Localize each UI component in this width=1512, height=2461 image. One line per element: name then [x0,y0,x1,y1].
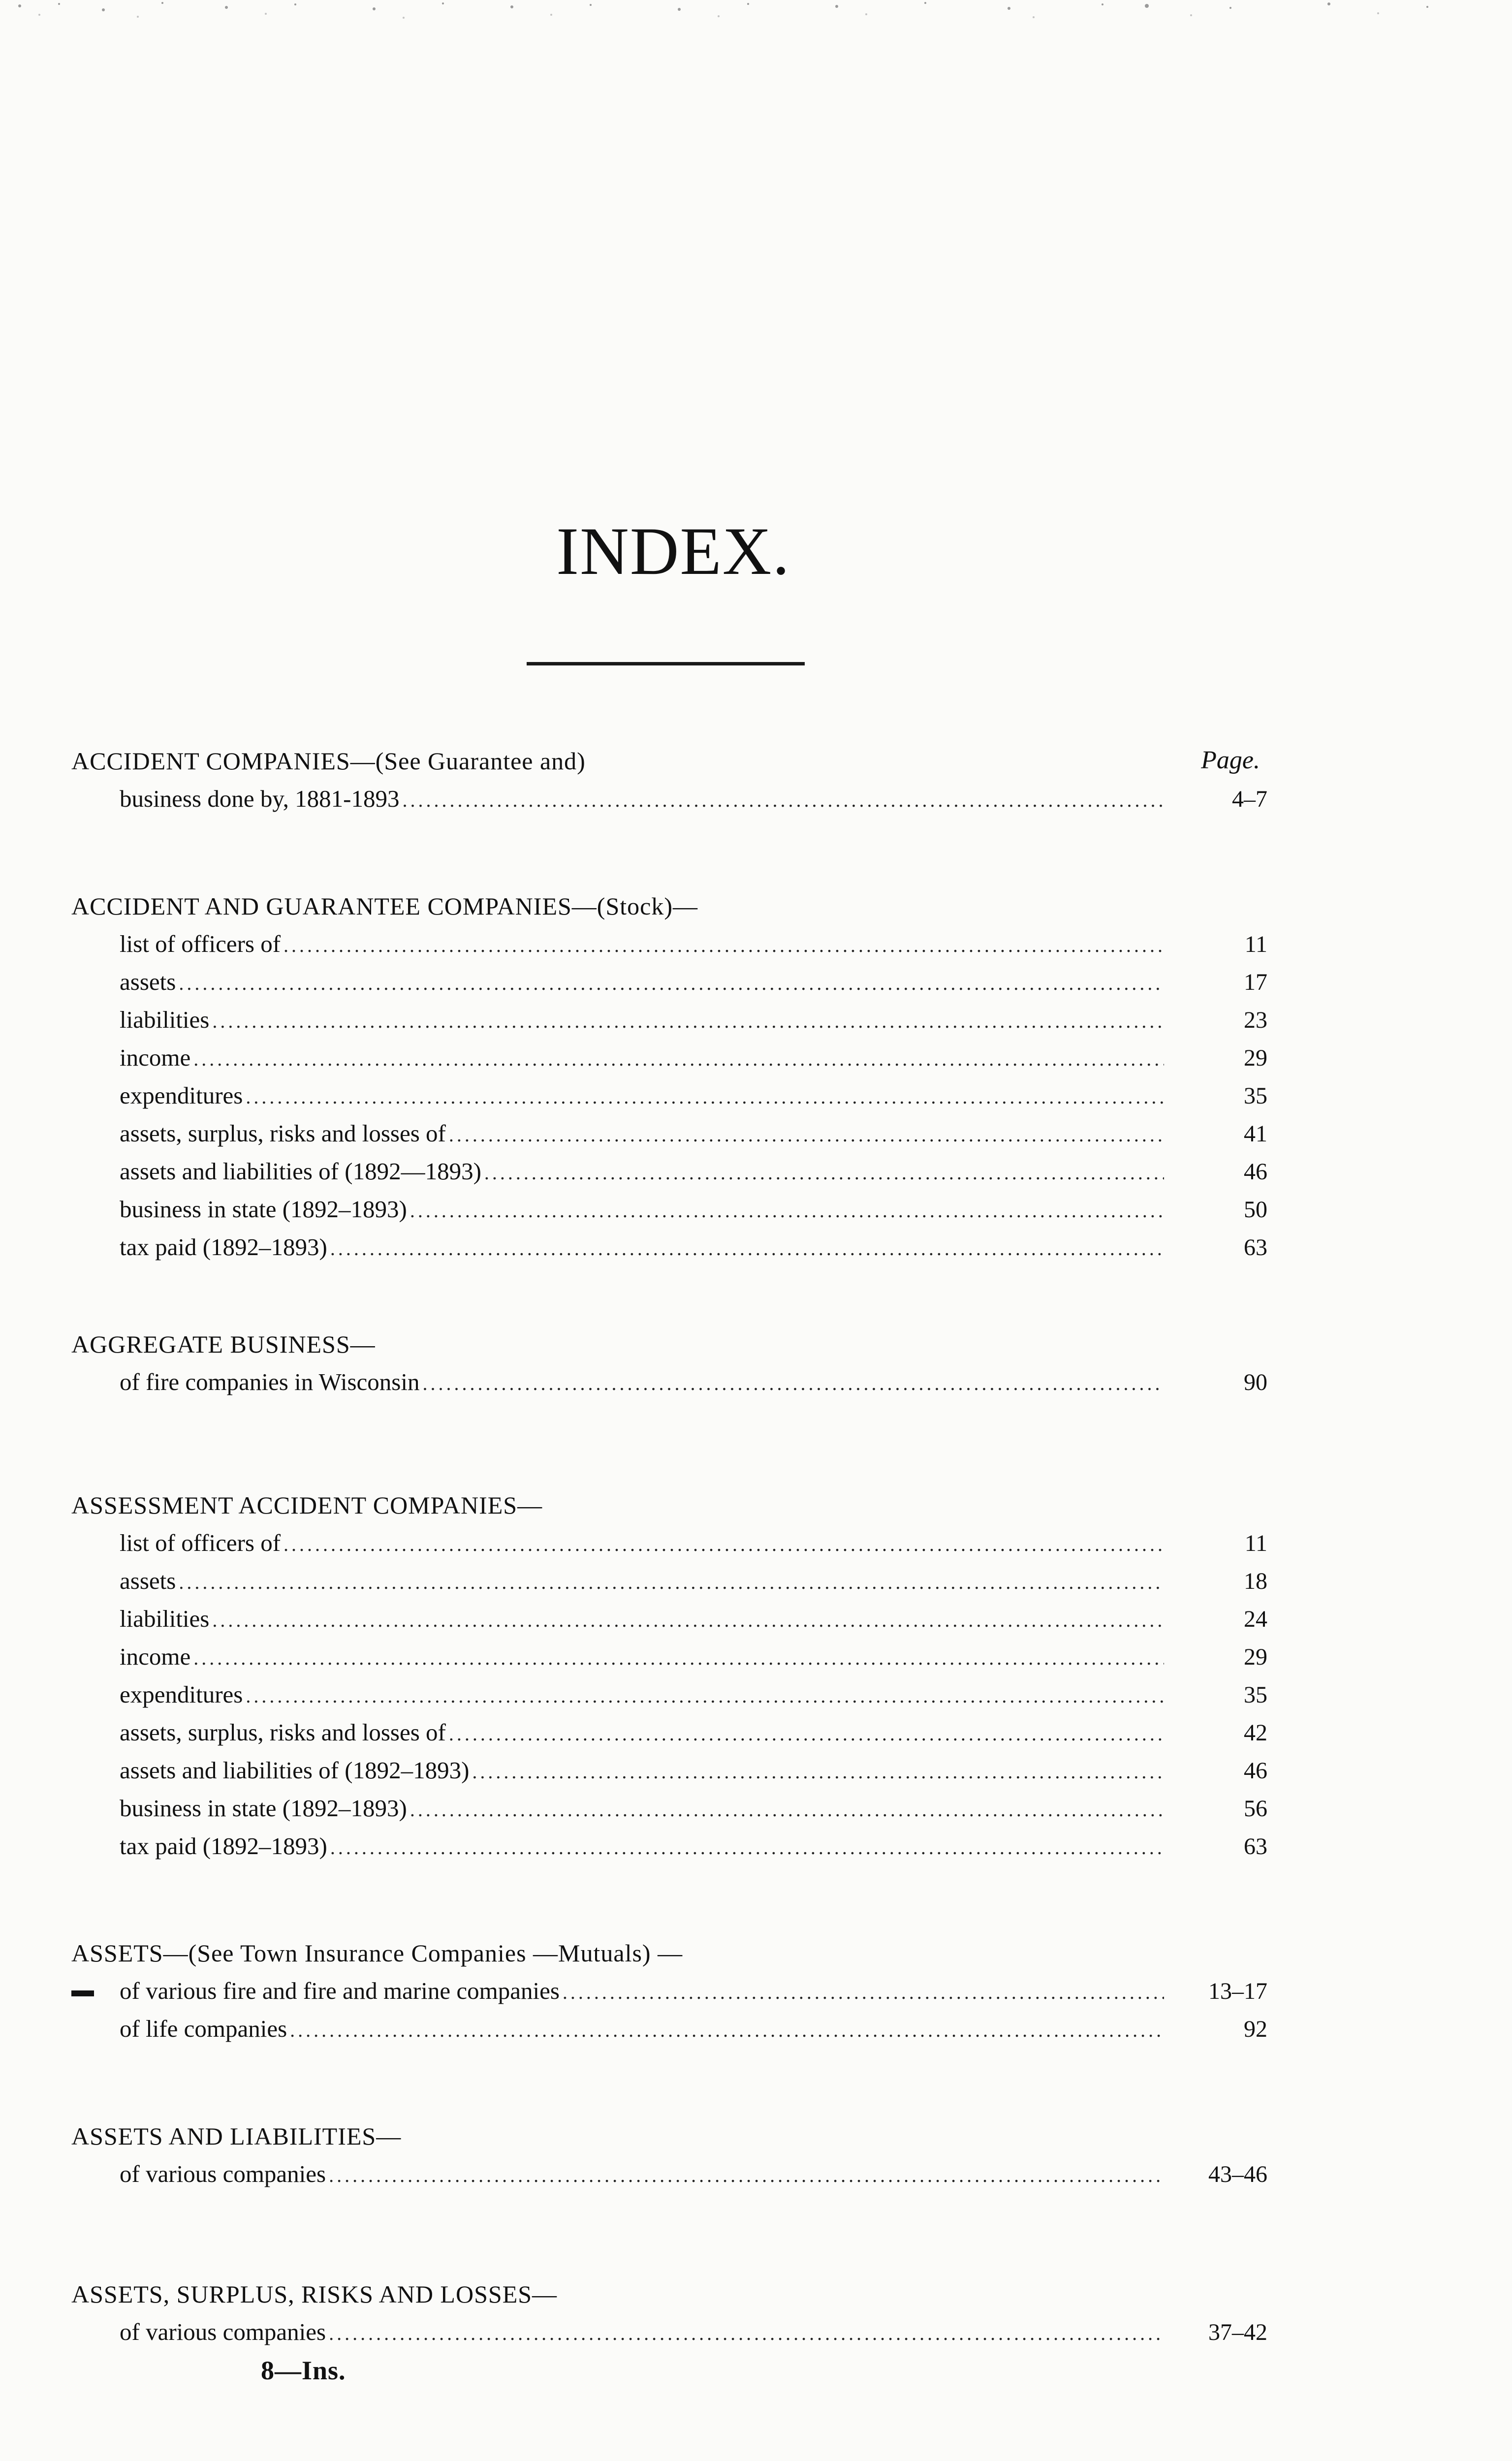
index-entry [71,1562,1267,1600]
entry-page: 43–46 [1208,2161,1267,2187]
dot-leader [330,1230,1164,1267]
dot-leader [246,1078,1164,1116]
entry-label: liabilities [120,1006,210,1033]
entry-page: 13–17 [1208,1978,1267,2004]
dot-leader [212,1002,1164,1040]
index-entry [71,1001,1267,1039]
entry-page: 46 [1244,1159,1267,1185]
entry-page: 35 [1244,1682,1267,1708]
entry-page: 29 [1244,1644,1267,1670]
index-entry [71,1152,1267,1190]
entry-label: tax paid (1892–1893) [120,1832,327,1860]
index-section-accident-companies [71,742,1267,818]
entry-page: 23 [1244,1007,1267,1033]
dot-leader [193,1639,1164,1677]
dot-leader [179,1563,1164,1601]
index-section-assets-surplus [71,2275,1267,2351]
section-heading: AGGREGATE BUSINESS— [71,1330,376,1358]
index-entry [71,1751,1267,1789]
dot-leader [449,1116,1164,1154]
dot-leader [449,1715,1164,1753]
index-entry [71,780,1267,818]
index-entry [71,1638,1267,1675]
index-title: INDEX. [556,513,790,589]
index-section-assessment-accident [71,1486,1267,1865]
section-heading: ASSETS—(See Town Insurance Companies —Mutuals) — [71,1939,683,1967]
index-entry [71,1228,1267,1266]
index-entry [71,2010,1267,2048]
dot-leader [329,2314,1164,2352]
index-entry [71,963,1267,1001]
entry-label: expenditures [120,1681,243,1708]
entry-label: assets and liabilities of (1892–1893) [120,1757,470,1784]
entry-label: liabilities [120,1605,210,1632]
dot-leader [284,926,1164,964]
dot-leader [179,964,1164,1002]
dot-leader [329,2156,1164,2194]
entry-label: assets [120,1567,176,1594]
entry-label: assets, surplus, risks and losses of [120,1120,446,1147]
dot-leader [284,1525,1164,1563]
entry-page: 46 [1244,1758,1267,1784]
dot-leader [472,1753,1164,1791]
entry-page: 41 [1244,1121,1267,1147]
entry-label: of various companies [120,2160,326,2187]
entry-page: 29 [1244,1045,1267,1071]
entry-page: 24 [1244,1606,1267,1632]
section-heading: ASSETS, SURPLUS, RISKS AND LOSSES— [71,2280,558,2308]
dot-leader [563,1973,1164,2011]
index-entry [71,925,1267,963]
entry-label: tax paid (1892–1893) [120,1233,327,1261]
entry-label: business done by, 1881-1893 [120,785,400,812]
entry-label: income [120,1044,191,1071]
entry-page: 11 [1244,1530,1267,1556]
index-entry [71,1675,1267,1713]
dot-leader [212,1601,1164,1639]
section-heading: ACCIDENT AND GUARANTEE COMPANIES—(Stock)— [71,892,698,920]
index-section-accident-guarantee [71,887,1267,1266]
dot-leader [330,1829,1164,1866]
entry-label: income [120,1643,191,1670]
entry-label: business in state (1892–1893) [120,1196,407,1223]
index-entry [71,1524,1267,1562]
entry-label: of fire companies in Wisconsin [120,1368,420,1395]
index-entry [71,1789,1267,1827]
entry-page: 63 [1244,1833,1267,1860]
entry-label: of life companies [120,2015,287,2042]
entry-page: 37–42 [1208,2319,1267,2345]
entry-page: 4–7 [1232,786,1267,812]
dot-leader [246,1677,1164,1715]
section-heading: ACCIDENT COMPANIES—(See Guarantee and) [71,747,586,775]
entry-page: 50 [1244,1197,1267,1223]
entry-label: of various companies [120,2318,326,2345]
dot-leader [484,1154,1164,1192]
title-rule [527,662,805,665]
index-entry [71,1114,1267,1152]
page-column-label: Page. [1201,746,1260,774]
entry-label: list of officers of [120,1529,281,1556]
index-entry [71,1713,1267,1751]
index-entry [71,1827,1267,1865]
index-entry [71,1972,1267,2010]
entry-page: 92 [1244,2016,1267,2042]
entry-page: 63 [1244,1234,1267,1261]
entry-page: 11 [1244,931,1267,957]
entry-page: 90 [1244,1369,1267,1395]
entry-label: assets, surplus, risks and losses of [120,1719,446,1746]
entry-label: list of officers of [120,930,281,957]
dot-leader [423,1364,1165,1402]
index-entry [71,1190,1267,1228]
dot-leader [402,781,1164,819]
index-entry [71,1039,1267,1076]
dot-leader [410,1192,1164,1230]
scan-speckle [0,0,1512,34]
dot-leader [410,1791,1164,1829]
entry-label: business in state (1892–1893) [120,1795,407,1822]
index-entry [71,1363,1267,1401]
entry-page: 42 [1244,1720,1267,1746]
margin-mark [71,1990,94,1996]
entry-label: assets and liabilities of (1892—1893) [120,1158,481,1185]
entry-page: 18 [1244,1568,1267,1594]
entry-label: assets [120,968,176,995]
entry-page: 35 [1244,1083,1267,1109]
index-entry [71,1076,1267,1114]
index-section-assets-liabilities [71,2117,1267,2193]
dot-leader [193,1040,1164,1078]
index-entry [71,2313,1267,2351]
entry-label: expenditures [120,1082,243,1109]
section-heading: ASSESSMENT ACCIDENT COMPANIES— [71,1491,543,1519]
index-section-aggregate-business [71,1325,1267,1401]
entry-page: 17 [1244,969,1267,995]
index-entry [71,2155,1267,2193]
entry-page: 56 [1244,1796,1267,1822]
signature-mark: 8—Ins. [261,2356,346,2385]
dot-leader [290,2011,1164,2049]
index-entry [71,1600,1267,1638]
entry-label: of various fire and fire and marine companies [120,1977,560,2004]
section-heading: ASSETS AND LIABILITIES— [71,2122,402,2150]
index-section-assets [71,1934,1267,2048]
